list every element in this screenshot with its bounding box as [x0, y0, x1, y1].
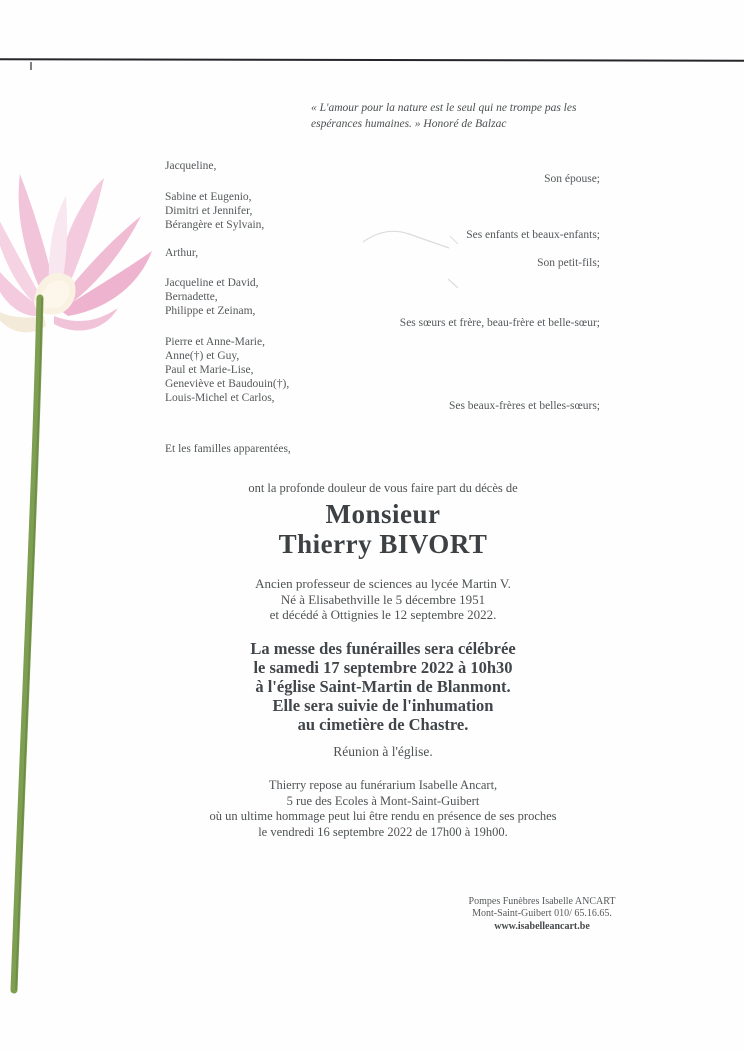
ceremony-line: le samedi 17 septembre 2022 à 10h30 [253, 658, 513, 677]
relation-label-grandson: Son petit-fils; [537, 257, 600, 269]
mourner-name: Jacqueline, [165, 160, 217, 172]
mourner-name: Anne(†) et Guy, [165, 350, 240, 362]
deceased-bio [20, 576, 744, 623]
mourner-name: Arthur, [165, 247, 199, 259]
relation-label-siblings: Ses sœurs et frère, beau-frère et belle-sœur; [399, 317, 600, 329]
repose-line: Thierry repose au funérarium Isabelle Ancart, [268, 778, 498, 792]
funeral-home-name: Pompes Funèbres Isabelle ANCART [468, 896, 616, 907]
deceased-name: Thierry BIVORT [278, 529, 488, 559]
bio-line: Ancien professeur de sciences au lycée Martin V. [255, 576, 511, 591]
funeral-home-contact: Mont-Saint-Guibert 010/ 65.16.65. [472, 908, 612, 920]
mourner-name: Geneviève et Baudouin(†), [165, 378, 290, 390]
funeral-home-footer [420, 896, 664, 933]
deceased-title: Monsieur [325, 499, 441, 529]
mourner-name: Jacqueline et David, [165, 277, 259, 289]
ceremony-line: La messe des funérailles sera célébrée [250, 639, 516, 658]
mourner-name: Bernadette, [165, 291, 218, 303]
top-divider-line [0, 58, 744, 62]
mourner-name: Louis-Michel et Carlos, [165, 392, 275, 404]
related-families-line: Et les familles apparentées, [165, 443, 291, 455]
quote-line: espérances humaines. » Honoré de Balzac [311, 117, 507, 130]
scan-artifact-mark [445, 276, 465, 292]
mourner-name: Philippe et Zeinam, [165, 305, 256, 317]
repose-details [20, 778, 744, 841]
bio-line: Né à Elisabethville le 5 décembre 1951 [280, 591, 486, 607]
ceremony-details [20, 639, 744, 734]
mourner-name: Pierre et Anne-Marie, [165, 336, 265, 348]
mourner-name: Dimitri et Jennifer, [165, 205, 253, 217]
bio-line: et décédé à Ottignies le 12 septembre 2022. [269, 607, 497, 622]
quote-block [311, 101, 631, 132]
repose-line: 5 rue des Ecoles à Mont-Saint-Guibert [286, 793, 480, 808]
scan-artifact-tick [30, 62, 32, 70]
mourner-name: Sabine et Eugenio, [165, 191, 252, 203]
church-meeting-line: Réunion à l'église. [333, 744, 433, 759]
mourners-group-spouse [165, 159, 216, 173]
repose-line: où un ultime hommage peut lui être rendu en présence de ses proches [209, 809, 557, 824]
mourners-group-in-laws [165, 335, 289, 405]
relation-label-spouse: Son épouse; [544, 173, 600, 185]
ceremony-line: au cimetière de Chastre. [297, 715, 469, 734]
ceremony-line: à l'église Saint-Martin de Blanmont. [255, 677, 511, 696]
funeral-home-website: www.isabelleancart.be [494, 920, 590, 932]
ceremony-line: Elle sera suivie de l'inhumation [272, 696, 494, 715]
quote-line: « L'amour pour la nature est le seul qui ne trompe pas les [311, 102, 577, 114]
mourners-group-children [165, 190, 264, 232]
mourners-group-siblings [165, 276, 259, 318]
mourner-name: Bérangère et Sylvain, [165, 219, 265, 231]
relation-label-children: Ses enfants et beaux-enfants; [466, 229, 600, 241]
announcement-intro: ont la profonde douleur de vous faire part du décès de [248, 481, 518, 495]
mourners-group-grandson [165, 246, 198, 260]
scan-artifact-squiggle [355, 220, 475, 260]
repose-line: le vendredi 16 septembre 2022 de 17h00 à 19h00. [258, 825, 508, 840]
mourner-name: Paul et Marie-Lise, [165, 364, 254, 376]
relation-label-in-laws: Ses beaux-frères et belles-sœurs; [448, 400, 600, 412]
